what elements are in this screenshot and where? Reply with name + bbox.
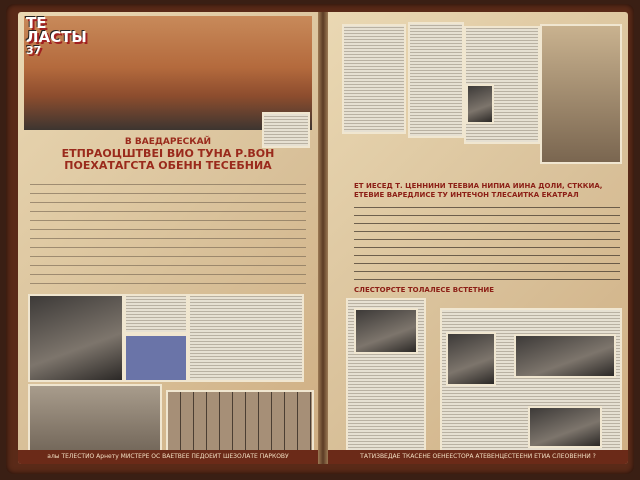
document-clipping (188, 294, 304, 382)
clipping-portrait (466, 84, 494, 124)
left-page (18, 12, 318, 464)
clipping-small (124, 294, 188, 334)
left-headline (18, 136, 318, 172)
right-page (328, 12, 628, 464)
meeting-photo (528, 406, 602, 448)
headline-line2: ЕТПРАОЦШТВЕI ВИО ТУНА Р.ВОН (61, 147, 275, 160)
masthead-line3: 37 (26, 44, 42, 57)
group-portrait-photo (28, 294, 124, 382)
right-footer: ТАТИЗВЕДАЕ ТКАСЕНЕ ОЕНЕЕСТОРА АТЕВЕНЦЕСТЕЕНИ ЕТИА СЛЕОВЕННИ ? (328, 450, 628, 464)
masthead-line1: ТЕ (26, 14, 47, 32)
right-headline-line1: ЕТ ИЕСЕД Т. ЦЕННИНИ ТЕЕВИА НИПИА ИИНА ДОЛИ, СТККИА, (354, 182, 603, 190)
book-spread (6, 4, 634, 474)
newspaper-clipping-1 (342, 24, 406, 134)
group-photo (514, 334, 616, 378)
headline-line3: ПОЕХАТАГСТА ОБЕНН ТЕСЕБНИА (64, 159, 272, 172)
left-body-text (30, 178, 306, 288)
right-headline (354, 182, 616, 200)
masthead-line2: ЛАСТЫ (26, 28, 87, 46)
left-footer: алы ТЕЛЕСТИО Арнету МИСТЕРЕ ОС ВАЕТВЕЕ ПЕДОЕИТ ШЕЗОЛАТЕ ПАРКОВУ (18, 450, 318, 464)
men-photo (540, 24, 622, 164)
right-subhead: СЛЕСТОРСТЕ ТОЛАЛЕСЕ ВСТЕТНИЕ (354, 286, 495, 294)
newspaper-clipping-2 (408, 22, 464, 138)
headline-line1: В ВАЕДАРЕСКАЙ (124, 137, 212, 147)
book-spine (318, 12, 328, 464)
right-headline-line2: ЕТЕВИЕ ВАРЕДЛИСЕ ТУ ИНТЕЧОН ТЛЕСАИТКА ЕКАТРАЛ (354, 191, 579, 199)
masthead (26, 16, 146, 56)
clipping-blue (124, 334, 188, 382)
portrait-man-photo (446, 332, 496, 386)
newspaper-photo (354, 308, 418, 354)
right-body-text (354, 202, 620, 284)
